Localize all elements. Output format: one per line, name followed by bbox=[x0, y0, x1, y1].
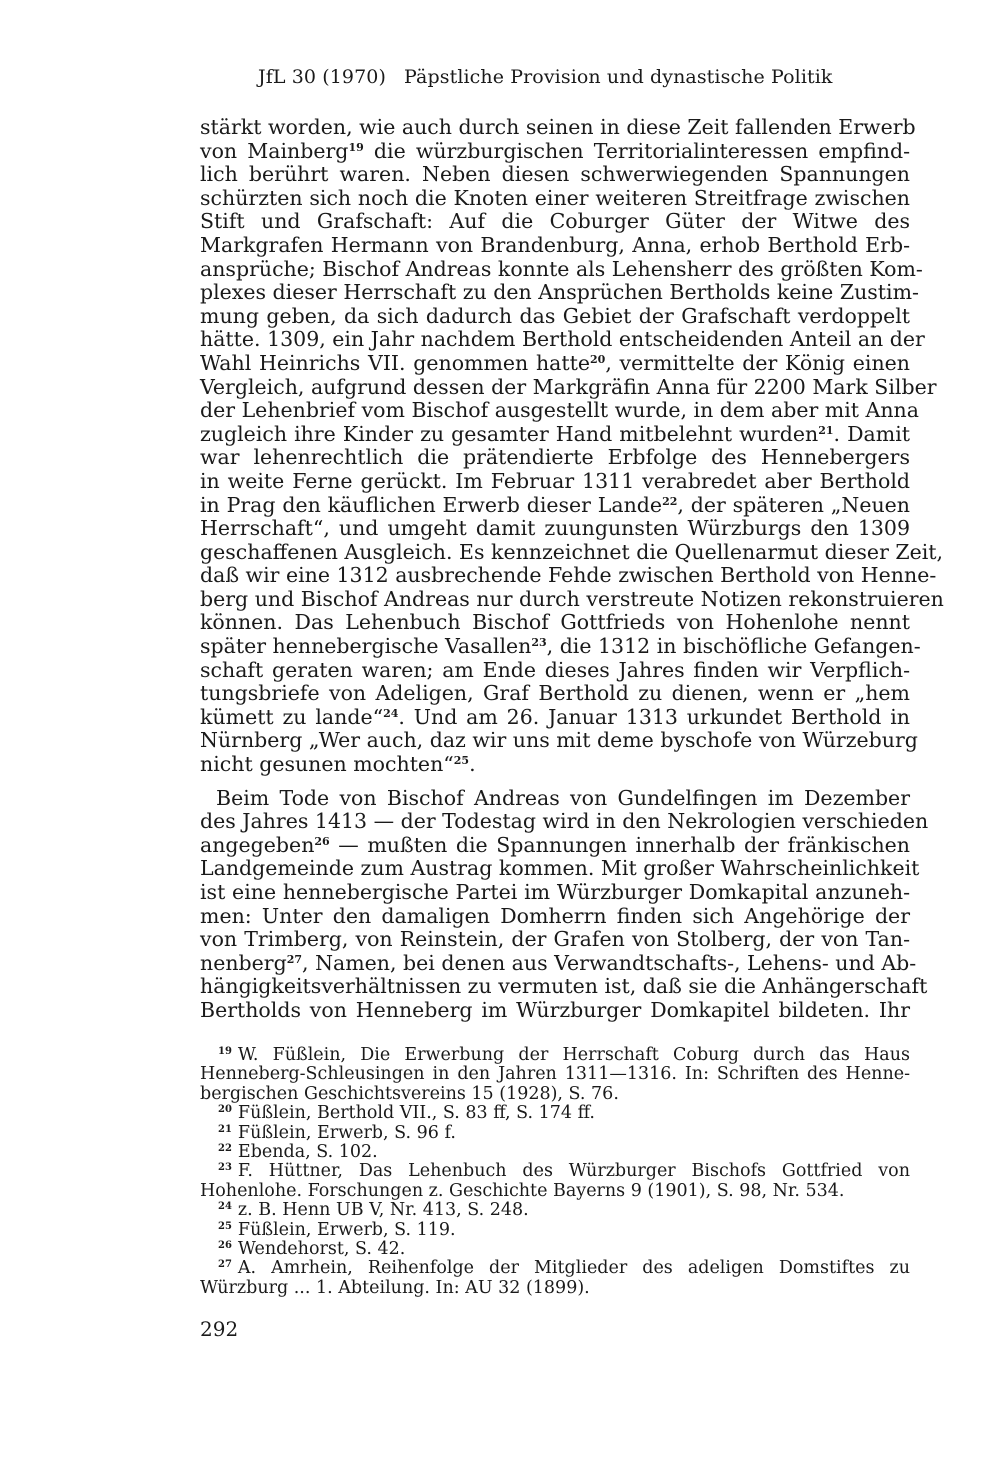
footnote-reference: 21 bbox=[818, 423, 834, 437]
text-line: ansprüche; Bischof Andreas konnte als Lehensherr des größten Kom- bbox=[200, 256, 923, 281]
footnote-reference: 24 bbox=[383, 706, 399, 720]
footnote-number: 19 bbox=[218, 1046, 232, 1057]
footnote-line: $^{21}$ Füßlein, Erwerb, S. 96 f. bbox=[218, 1122, 456, 1143]
text-line: der Lehenbrief vom Bischof ausgestellt wurde, in dem aber mit Anna bbox=[200, 398, 919, 423]
footnote bbox=[200, 1201, 910, 1220]
footnote-reference: 25 bbox=[453, 754, 470, 768]
footnote-line: $^{24}$ z. B. Henn UB V, Nr. 413, S. 248. bbox=[218, 1200, 529, 1221]
text-line: stärkt worden, wie auch durch seinen in diese Zeit fallenden Erwerb bbox=[200, 115, 916, 139]
text-line: Stift und Grafschaft: Auf die Coburger Güter der Witwe des bbox=[200, 209, 910, 234]
text-line: ist eine hennebergische Partei im Würzburger Domkapital anzuneh- bbox=[200, 880, 910, 904]
paragraph bbox=[200, 785, 929, 1023]
footnote-line: bergischen Geschichtsvereins 15 (1928), S. 76. bbox=[200, 1083, 619, 1104]
text-line: men: Unter den damaligen Domherrn finden sich Angehörige der bbox=[200, 903, 910, 928]
journal-reference: JfL 30 (1970) bbox=[258, 66, 387, 88]
footnote-number: 27 bbox=[218, 1259, 232, 1271]
footnote bbox=[200, 1046, 910, 1104]
text-line: in Prag den käuflichen Erwerb dieser Lande$^{22}$, der späteren „Neuen bbox=[200, 492, 910, 517]
text-line: berg und Bischof Andreas nur durch verstreute Notizen rekonstruieren bbox=[200, 586, 944, 611]
page-number: 292 bbox=[200, 1317, 239, 1341]
footnote bbox=[200, 1162, 910, 1201]
paragraph bbox=[200, 115, 944, 777]
footnote-line: $^{26}$ Wendehorst, S. 42. bbox=[218, 1238, 406, 1259]
text-line: hängigkeitsverhältnissen zu vermuten ist, daß sie die Anhängerschaft bbox=[200, 974, 928, 999]
footnote bbox=[200, 1221, 910, 1240]
footnote-line: $^{25}$ Füßlein, Erwerb, S. 119. bbox=[218, 1219, 456, 1240]
footnote-number: 21 bbox=[218, 1123, 232, 1135]
footnote-line: Würzburg ... 1. Abteilung. In: AU 32 (1899). bbox=[200, 1277, 590, 1298]
text-line: tungsbriefe von Adeligen, Graf Berthold zu dienen, wenn er „hem bbox=[200, 681, 910, 706]
text-line: nenberg$^{27}$, Namen, bei denen aus Verwandtschafts-, Lehens- und Ab- bbox=[200, 950, 917, 975]
footnote bbox=[200, 1240, 910, 1259]
footnote-line: $^{22}$ Ebenda, S. 102. bbox=[218, 1141, 378, 1162]
running-title: Päpstliche Provision und dynastische Politik bbox=[404, 66, 833, 88]
footnote-number: 26 bbox=[218, 1239, 232, 1251]
text-line: daß wir eine 1312 ausbrechende Fehde zwischen Berthold von Henne- bbox=[200, 563, 937, 588]
footnote-line: Hohenlohe. Forschungen z. Geschichte Bayerns 9 (1901), S. 98, Nr. 534. bbox=[200, 1180, 845, 1201]
text-line: plexes dieser Herrschaft zu den Ansprüchen Bertholds keine Zustim- bbox=[200, 280, 919, 305]
text-line: Landgemeinde zum Austrag kommen. Mit großer Wahrscheinlichkeit bbox=[200, 856, 920, 881]
running-header bbox=[258, 66, 833, 88]
footnote-line: $^{23}$ F. Hüttner, Das Lehenbuch des Würzburger Bischofs Gottfried von bbox=[218, 1161, 910, 1182]
footnote-number: 22 bbox=[218, 1142, 232, 1154]
footnote bbox=[200, 1104, 910, 1123]
text-line: Beim Tode von Bischof Andreas von Gundelfingen im Dezember bbox=[216, 785, 910, 810]
text-line: Nürnberg „Wer auch, daz wir uns mit deme byschofe von Würzeburg bbox=[200, 728, 918, 753]
text-line: schaft geraten waren; am Ende dieses Jahres finden wir Verpflich- bbox=[200, 657, 910, 682]
footnote-line: Henneberg-Schleusingen in den Jahren 1311—1316. In: Schriften des Henne- bbox=[200, 1064, 910, 1085]
footnote-line: $^{19}$ W. Füßlein, Die Erwerbung der Herrschaft Coburg durch das Haus bbox=[218, 1045, 910, 1065]
text-line: kümett zu lande“$^{24}$. Und am 26. Januar 1313 urkundet Berthold in bbox=[200, 704, 910, 729]
footnote-reference: 27 bbox=[286, 952, 303, 966]
text-line: Herrschaft“, und umgeht damit zuungunsten Würzburgs den 1309 bbox=[200, 516, 910, 541]
footnote-number: 23 bbox=[218, 1162, 232, 1174]
main-text bbox=[200, 115, 944, 1023]
footnote-reference: 26 bbox=[314, 834, 330, 848]
footnote bbox=[200, 1143, 910, 1162]
footnote-number: 25 bbox=[218, 1220, 232, 1232]
footnote bbox=[200, 1124, 910, 1143]
text-line: war lehenrechtlich die prätendierte Erbfolge des Hennebergers bbox=[200, 445, 910, 470]
footnote-number: 24 bbox=[218, 1201, 232, 1213]
text-line: können. Das Lehenbuch Bischof Gottfrieds von Hohenlohe nennt bbox=[200, 610, 910, 635]
text-line: von Mainberg$^{19}$ die würzburgischen Territorialinteressen empfind- bbox=[200, 138, 910, 163]
text-line: geschaffenen Ausgleich. Es kennzeichnet die Quellenarmut dieser Zeit, bbox=[200, 539, 944, 564]
text-line: Vergleich, aufgrund dessen der Markgräfin Anna für 2200 Mark Silber bbox=[200, 374, 937, 399]
text-line: nicht gesunen mochten“$^{25}$. bbox=[200, 752, 476, 777]
text-line: Bertholds von Henneberg im Würzburger Domkapitel bildeten. Ihr bbox=[200, 997, 910, 1022]
text-line: schürzten sich noch die Knoten einer weiteren Streitfrage zwischen bbox=[200, 185, 910, 210]
text-line: von Trimberg, von Reinstein, der Grafen von Stolberg, der von Tan- bbox=[200, 927, 910, 952]
text-line: des Jahres 1413 — der Todestag wird in den Nekrologien verschieden bbox=[200, 809, 929, 834]
footnote-line: $^{27}$ A. Amrhein, Reihenfolge der Mitglieder des adeligen Domstiftes zu bbox=[218, 1258, 910, 1279]
footnotes bbox=[200, 1046, 910, 1298]
text-line: hätte. 1309, ein Jahr nachdem Berthold entscheidenden Anteil an der bbox=[200, 327, 925, 352]
text-line: zugleich ihre Kinder zu gesamter Hand mitbelehnt wurden$^{21}$. Damit bbox=[200, 421, 910, 446]
text-line: lich berührt waren. Neben diesen schwerwiegenden Spannungen bbox=[200, 162, 910, 187]
text-line: angegeben$^{26}$ — mußten die Spannungen innerhalb der fränkischen bbox=[200, 832, 910, 857]
footnote-reference: 22 bbox=[662, 494, 678, 508]
footnote-line: $^{20}$ Füßlein, Berthold VII., S. 83 ff, S. 174 ff. bbox=[218, 1103, 595, 1124]
text-line: später hennebergische Vasallen$^{23}$, die 1312 in bischöfliche Gefangen- bbox=[200, 634, 921, 659]
text-line: Wahl Heinrichs VII. genommen hatte$^{20}$, vermittelte der König einen bbox=[200, 350, 910, 375]
footnote-reference: 19 bbox=[348, 140, 364, 154]
text-line: in weite Ferne gerückt. Im Februar 1311 verabredet aber Berthold bbox=[200, 468, 910, 493]
footnote-reference: 23 bbox=[531, 636, 547, 650]
footnote-number: 20 bbox=[218, 1104, 232, 1116]
footnote bbox=[200, 1259, 910, 1298]
footnote-reference: 20 bbox=[590, 352, 606, 366]
text-line: Markgrafen Hermann von Brandenburg, Anna, erhob Berthold Erb- bbox=[200, 232, 910, 257]
text-line: mung geben, da sich dadurch das Gebiet der Grafschaft verdoppelt bbox=[200, 303, 910, 328]
